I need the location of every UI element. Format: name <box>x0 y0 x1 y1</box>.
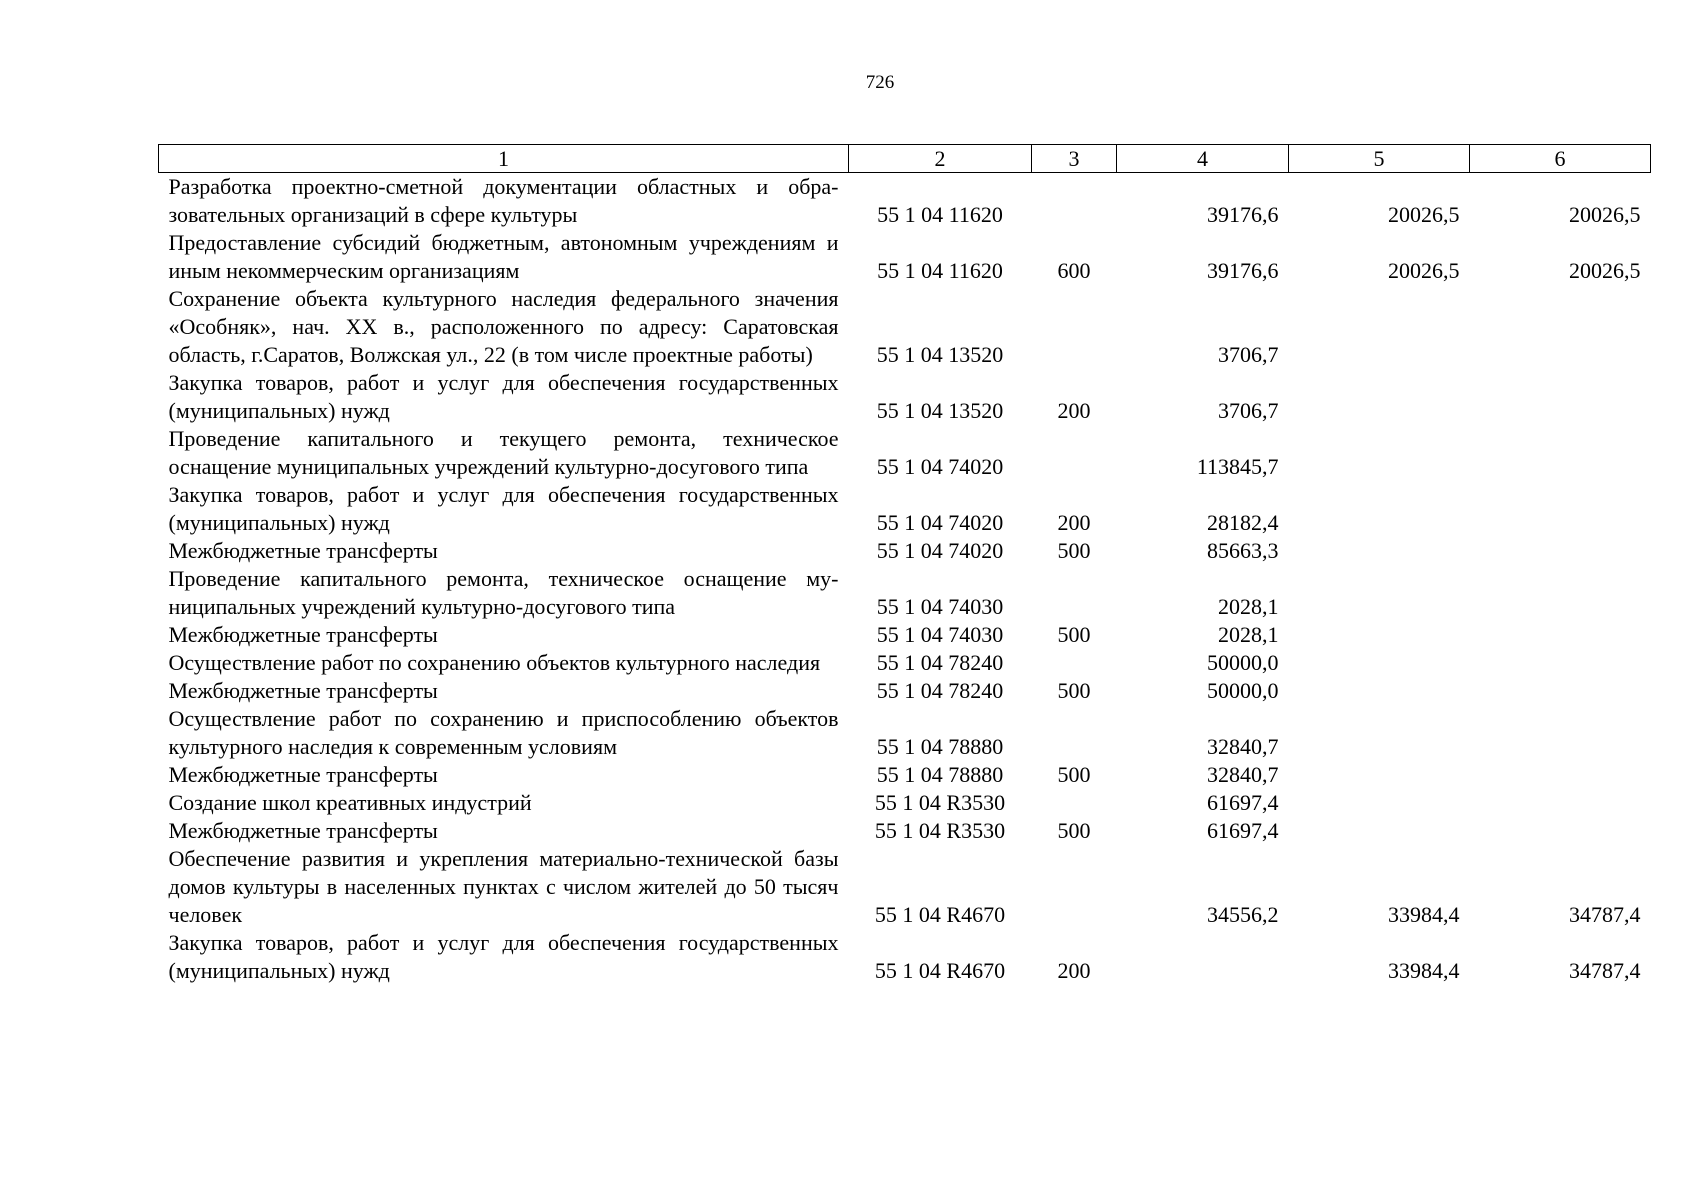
row-amount-3: 34787,4 <box>1569 958 1641 983</box>
row-expense-type <box>1032 705 1117 761</box>
row-amount-1: 61697,4 <box>1207 818 1279 843</box>
row-amount-3: 20026,5 <box>1569 202 1641 227</box>
row-amount-1: 32840,7 <box>1207 762 1279 787</box>
row-expense-type: 600 <box>1057 258 1091 283</box>
row-amount-2 <box>1289 761 1470 789</box>
header-cell-code: 2 <box>849 145 1032 173</box>
row-code: 55 1 04 11620 <box>877 202 1003 227</box>
row-amount-2 <box>1289 565 1470 621</box>
row-amount-3 <box>1470 425 1651 481</box>
row-amount-3 <box>1470 649 1651 677</box>
row-amount-3: 34787,4 <box>1569 902 1641 927</box>
table-row <box>159 649 1651 677</box>
row-amount-1: 32840,7 <box>1207 734 1279 759</box>
header-cell-amount-2: 5 <box>1289 145 1470 173</box>
row-name: Межбюджетные трансферты <box>168 538 438 563</box>
row-amount-2 <box>1289 537 1470 565</box>
row-amount-1: 39176,6 <box>1207 258 1279 283</box>
row-amount-3 <box>1470 817 1651 845</box>
row-expense-type: 500 <box>1057 678 1091 703</box>
row-name: Осуществление работ по сохранению и приспособлению объектов культурного наследия к современным условиям <box>168 706 839 759</box>
row-expense-type: 200 <box>1057 510 1091 535</box>
row-amount-1: 34556,2 <box>1207 902 1279 927</box>
row-name: Закупка товаров, работ и услуг для обеспечения государственных (муниципальных) нужд <box>168 930 839 983</box>
row-name: Предоставление субсидий бюджетным, автономным учреждениям и иным некоммерческим организациям <box>168 230 839 283</box>
row-code: 55 1 04 78240 <box>876 678 1004 703</box>
row-expense-type <box>1032 649 1117 677</box>
row-amount-3 <box>1470 621 1651 649</box>
row-amount-1: 50000,0 <box>1207 650 1279 675</box>
row-code: 55 1 04 78880 <box>876 734 1004 759</box>
row-name: Сохранение объекта культурного наследия федерального значения «Особняк», нач. XX в., расположенного по адресу: Саратовская область, г.Саратов, Волжская ул., 22 (в том числе проектные работы) <box>168 286 839 367</box>
row-expense-type <box>1032 845 1117 929</box>
header-cell-name: 1 <box>159 145 849 173</box>
row-amount-1: 61697,4 <box>1207 790 1279 815</box>
row-amount-3 <box>1470 565 1651 621</box>
row-amount-2 <box>1289 621 1470 649</box>
row-expense-type: 500 <box>1057 622 1091 647</box>
row-amount-3 <box>1470 705 1651 761</box>
row-amount-2 <box>1289 481 1470 537</box>
row-code: 55 1 04 74020 <box>876 454 1004 479</box>
row-amount-2: 20026,5 <box>1388 258 1460 283</box>
table-row <box>159 369 1651 425</box>
row-name: Создание школ креативных индустрий <box>168 790 532 815</box>
row-amount-3 <box>1470 789 1651 817</box>
row-amount-2: 33984,4 <box>1388 958 1460 983</box>
row-amount-3: 20026,5 <box>1569 258 1641 283</box>
row-code: 55 1 04 R4670 <box>874 958 1006 983</box>
row-code: 55 1 04 R4670 <box>874 902 1006 927</box>
row-code: 55 1 04 13520 <box>876 398 1004 423</box>
header-cell-expense-type: 3 <box>1032 145 1117 173</box>
row-expense-type <box>1032 425 1117 481</box>
row-name: Проведение капитального и текущего ремонта, техническое оснащение муниципальных учреждений культурно-досугового типа <box>168 426 839 479</box>
row-name: Межбюджетные трансферты <box>168 762 438 787</box>
row-code: 55 1 04 R3530 <box>874 790 1006 815</box>
row-amount-2 <box>1289 705 1470 761</box>
row-amount-2 <box>1289 677 1470 705</box>
row-name: Разработка проектно-сметной документации областных и образовательных организаций в сфере культуры <box>168 174 839 227</box>
row-amount-1: 3706,7 <box>1218 398 1279 423</box>
table-row <box>159 761 1651 789</box>
table-row <box>159 173 1651 230</box>
row-name: Межбюджетные трансферты <box>168 678 438 703</box>
row-amount-2 <box>1289 817 1470 845</box>
row-amount-3 <box>1470 481 1651 537</box>
table-row <box>159 929 1651 985</box>
row-amount-2: 20026,5 <box>1388 202 1460 227</box>
row-amount-1: 2028,1 <box>1218 622 1279 647</box>
row-name: Осуществление работ по сохранению объектов культурного наследия <box>168 650 821 675</box>
row-amount-1: 3706,7 <box>1218 342 1279 367</box>
row-expense-type <box>1032 565 1117 621</box>
row-expense-type <box>1032 285 1117 369</box>
row-amount-1 <box>1117 929 1289 985</box>
row-amount-1: 85663,3 <box>1207 538 1279 563</box>
row-code: 55 1 04 11620 <box>877 258 1003 283</box>
table-row <box>159 481 1651 537</box>
row-amount-3 <box>1470 677 1651 705</box>
table-row <box>159 845 1651 929</box>
table-row <box>159 229 1651 285</box>
row-code: 55 1 04 74030 <box>876 622 1004 647</box>
table-row <box>159 817 1651 845</box>
row-name: Обеспечение развития и укрепления материально-технической базы домов культуры в населенных пунктах с числом жителей до 50 тысяч человек <box>168 846 839 927</box>
table-row <box>159 677 1651 705</box>
budget-sheet <box>158 144 1651 985</box>
row-code: 55 1 04 78880 <box>876 762 1004 787</box>
row-amount-1: 113845,7 <box>1196 454 1279 479</box>
table-row <box>159 621 1651 649</box>
row-expense-type: 200 <box>1057 958 1091 983</box>
row-code: 55 1 04 74030 <box>876 594 1004 619</box>
row-expense-type: 500 <box>1057 538 1091 563</box>
row-amount-2: 33984,4 <box>1388 902 1460 927</box>
row-expense-type <box>1032 789 1117 817</box>
row-amount-1: 28182,4 <box>1207 510 1279 535</box>
header-row <box>159 145 1651 173</box>
row-amount-2 <box>1289 649 1470 677</box>
row-name: Проведение капитального ремонта, техническое оснащение муниципальных учреждений культурно-досугового типа <box>168 566 839 619</box>
row-expense-type: 200 <box>1057 398 1091 423</box>
row-amount-3 <box>1470 537 1651 565</box>
row-amount-3 <box>1470 369 1651 425</box>
row-amount-3 <box>1470 761 1651 789</box>
row-name: Закупка товаров, работ и услуг для обеспечения государственных (муниципальных) нужд <box>168 482 839 535</box>
row-code: 55 1 04 R3530 <box>874 818 1006 843</box>
row-code: 55 1 04 74020 <box>876 510 1004 535</box>
row-amount-1: 2028,1 <box>1218 594 1279 619</box>
row-amount-3 <box>1470 285 1651 369</box>
table-row <box>159 789 1651 817</box>
table-row <box>159 285 1651 369</box>
row-amount-2 <box>1289 369 1470 425</box>
row-code: 55 1 04 78240 <box>876 650 1004 675</box>
row-amount-1: 39176,6 <box>1207 202 1279 227</box>
row-name: Межбюджетные трансферты <box>168 818 438 843</box>
row-amount-2 <box>1289 285 1470 369</box>
header-cell-amount-1: 4 <box>1117 145 1289 173</box>
row-expense-type: 500 <box>1057 762 1091 787</box>
row-amount-2 <box>1289 789 1470 817</box>
table-row <box>159 425 1651 481</box>
row-code: 55 1 04 13520 <box>876 342 1004 367</box>
table-row <box>159 537 1651 565</box>
row-code: 55 1 04 74020 <box>876 538 1004 563</box>
row-name: Закупка товаров, работ и услуг для обеспечения государственных (муниципальных) нужд <box>168 370 839 423</box>
table-body <box>159 173 1651 986</box>
row-expense-type <box>1032 173 1117 230</box>
page-number: 726 <box>865 72 895 93</box>
header-cell-amount-3: 6 <box>1470 145 1651 173</box>
row-expense-type: 500 <box>1057 818 1091 843</box>
table-row <box>159 705 1651 761</box>
budget-table <box>158 144 1651 985</box>
row-amount-1: 50000,0 <box>1207 678 1279 703</box>
table-row <box>159 565 1651 621</box>
row-name: Межбюджетные трансферты <box>168 622 438 647</box>
row-amount-2 <box>1289 425 1470 481</box>
